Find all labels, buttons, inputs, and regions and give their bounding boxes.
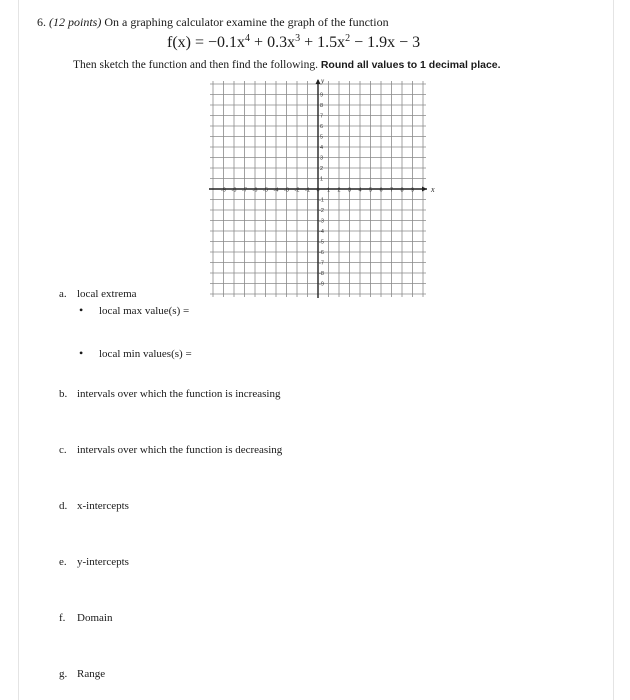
x-tick-label: -9 xyxy=(221,187,226,194)
part-label: e. xyxy=(59,556,67,568)
y-tick-label: 7 xyxy=(320,113,324,120)
x-tick-label: 0 xyxy=(316,187,320,194)
y-tick-label: 3 xyxy=(320,155,324,162)
x-axis-label: x xyxy=(431,185,435,194)
x-tick-label: -4 xyxy=(273,187,279,194)
y-tick-label: 9 xyxy=(320,92,324,99)
y-tick-label: -2 xyxy=(319,208,324,214)
coordinate-grid xyxy=(205,76,435,288)
part-d xyxy=(59,500,129,512)
instructions-rounding: Round all values to 1 decimal place. xyxy=(320,59,501,71)
instructions xyxy=(73,59,501,71)
x-tick-label: 9 xyxy=(410,187,415,194)
x-tick-label: 6 xyxy=(379,187,383,194)
y-axis-arrow-icon xyxy=(316,79,321,84)
part-label: f. xyxy=(59,612,66,624)
part-e xyxy=(59,556,129,568)
part-text: x-intercepts xyxy=(77,500,129,512)
y-tick-label: 4 xyxy=(320,145,324,151)
x-tick-label: -2 xyxy=(294,187,300,194)
x-tick-label: -3 xyxy=(284,187,289,194)
y-tick-label: -1 xyxy=(319,197,324,204)
question-points: (12 points) xyxy=(49,15,102,29)
part-text: intervals over which the function is increasing xyxy=(77,388,281,400)
bullet-icon: • xyxy=(79,303,84,317)
part-label: d. xyxy=(59,500,68,512)
question-header xyxy=(37,15,389,30)
y-tick-label: 5 xyxy=(320,134,324,141)
y-tick-label: -6 xyxy=(319,250,324,256)
x-tick-label: 7 xyxy=(389,187,394,194)
x-tick-label: 2 xyxy=(337,187,341,194)
y-tick-label: 2 xyxy=(320,166,324,172)
x-tick-label: 4 xyxy=(358,187,362,194)
y-tick-label: -5 xyxy=(319,239,324,246)
local-min-item xyxy=(79,346,192,361)
x-tick-label: -1 xyxy=(305,187,310,194)
part-c xyxy=(59,444,282,456)
part-label: c. xyxy=(59,444,67,456)
y-tick-label: -7 xyxy=(319,260,324,267)
function-equation: $f(x) = -0.1x^4 + 0.3x^3 + 1.5x^2 - 1.9x - 3$ xyxy=(167,33,421,51)
part-label: a. xyxy=(59,288,67,300)
part-text: y-intercepts xyxy=(77,556,129,568)
y-axis-label: y xyxy=(321,77,325,85)
y-tick-label: 6 xyxy=(320,124,324,130)
part-text: intervals over which the function is decreasing xyxy=(77,444,283,456)
part-text: local extrema xyxy=(77,288,137,300)
local-max-item xyxy=(79,303,189,318)
bullet-icon: • xyxy=(79,346,84,360)
y-tick-label: -3 xyxy=(319,218,324,225)
y-tick-label: -9 xyxy=(319,281,324,288)
x-tick-label: 3 xyxy=(347,187,352,194)
part-label: g. xyxy=(59,668,68,680)
x-tick-label: 5 xyxy=(368,187,373,194)
x-axis-arrow-icon xyxy=(422,187,427,192)
local-min-label: local min values(s) = xyxy=(99,348,192,360)
local-max-label: local max value(s) = xyxy=(99,305,190,317)
part-f xyxy=(59,612,112,624)
question-number: 6. xyxy=(37,15,46,29)
part-text: Range xyxy=(77,668,106,680)
x-tick-label: -5 xyxy=(263,187,268,194)
part-text: Domain xyxy=(77,612,113,624)
part-b xyxy=(59,388,280,400)
y-tick-label: -4 xyxy=(319,229,324,235)
y-tick-label: 1 xyxy=(320,176,324,183)
x-tick-label: -8 xyxy=(231,187,237,194)
y-tick-label: -8 xyxy=(319,271,324,277)
x-tick-label: -7 xyxy=(242,187,247,194)
part-a xyxy=(59,288,137,300)
question-prompt: On a graphing calculator examine the graph of the function xyxy=(104,15,389,29)
part-label: b. xyxy=(59,388,68,400)
x-tick-label: 1 xyxy=(326,187,331,194)
x-tick-label: -6 xyxy=(252,187,258,194)
x-tick-label: 8 xyxy=(400,187,404,194)
part-g xyxy=(59,668,105,680)
y-tick-label: 8 xyxy=(320,103,324,109)
instructions-text: Then sketch the function and then find the following. xyxy=(73,59,318,71)
